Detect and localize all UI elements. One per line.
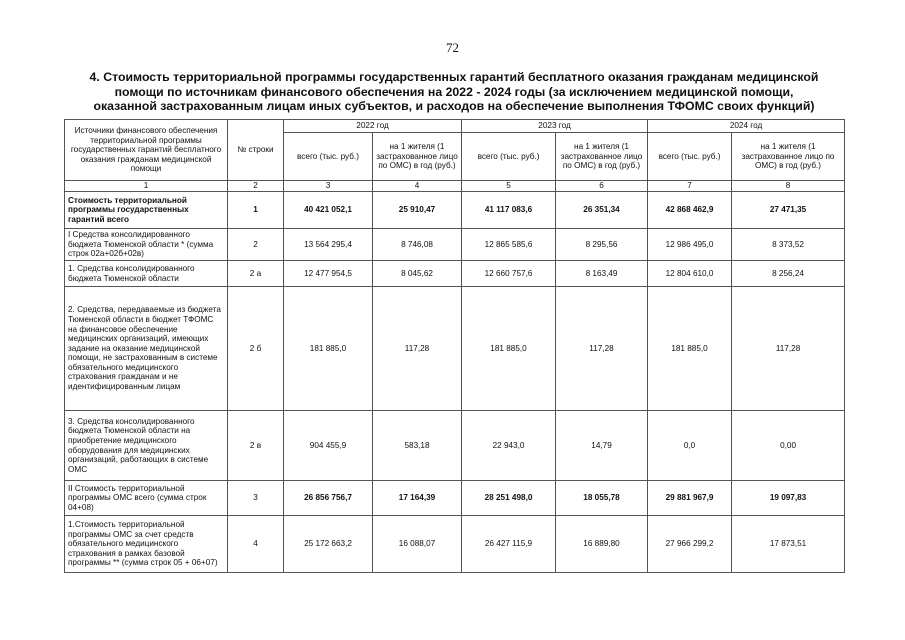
cell-2022-per-capita: 25 910,47: [373, 192, 462, 229]
cell-2023-total: 41 117 083,6: [462, 192, 556, 229]
cell-2022-total: 904 455,9: [284, 411, 373, 481]
row-source: I Средства консолидированного бюджета Тюменской области * (сумма строк 02а+02б+02в): [65, 229, 228, 261]
header-year-2023: 2023 год: [462, 120, 648, 133]
header-per-capita: на 1 жителя (1 застрахованное лицо по ОМС) в год (руб.): [732, 133, 845, 181]
column-number: 6: [556, 181, 648, 192]
row-number: 2: [228, 229, 284, 261]
cell-2024-total: 42 868 462,9: [648, 192, 732, 229]
row-source: Стоимость территориальной программы государственных гарантий всего: [65, 192, 228, 229]
column-number: 4: [373, 181, 462, 192]
cell-2024-per-capita: 8 256,24: [732, 261, 845, 287]
document-title: [66, 70, 842, 114]
table-row: [65, 481, 845, 516]
cell-2024-per-capita: 17 873,51: [732, 516, 845, 573]
header-year-2022: 2022 год: [284, 120, 462, 133]
cell-2022-per-capita: 8 746,08: [373, 229, 462, 261]
cell-2022-per-capita: 8 045,62: [373, 261, 462, 287]
row-source: 2. Средства, передаваемые из бюджета Тюменской области в бюджет ТФОМС на финансовое обеспечение медицинских организаций, имеющих задание на оказание медицинской помощи, не застрахованным в системе обязательного медицинского страхования гражданам и не идентифицированным лицам: [65, 287, 228, 411]
cell-2022-total: 26 856 756,7: [284, 481, 373, 516]
cell-2024-per-capita: 0,00: [732, 411, 845, 481]
cell-2024-per-capita: 117,28: [732, 287, 845, 411]
header-total: всего (тыс. руб.): [648, 133, 732, 181]
header-total: всего (тыс. руб.): [284, 133, 373, 181]
row-source: 3. Средства консолидированного бюджета Тюменской области на приобретение медицинского оборудования для медицинских организаций, работающих в системе ОМС: [65, 411, 228, 481]
column-number: 5: [462, 181, 556, 192]
header-year-2024: 2024 год: [648, 120, 845, 133]
page-number: 72: [446, 40, 459, 55]
header-source: Источники финансового обеспечения территориальной программы государственных гарантий бесплатного оказания гражданам медицинской помощи: [65, 120, 228, 181]
cell-2022-total: 181 885,0: [284, 287, 373, 411]
header-total: всего (тыс. руб.): [462, 133, 556, 181]
cell-2023-total: 26 427 115,9: [462, 516, 556, 573]
cell-2023-per-capita: 18 055,78: [556, 481, 648, 516]
cell-2022-per-capita: 17 164,39: [373, 481, 462, 516]
table-row: [65, 516, 845, 573]
table-row: [65, 411, 845, 481]
cell-2024-per-capita: 19 097,83: [732, 481, 845, 516]
row-number: 4: [228, 516, 284, 573]
cell-2024-per-capita: 8 373,52: [732, 229, 845, 261]
cell-2023-total: 22 943,0: [462, 411, 556, 481]
row-number: 2 а: [228, 261, 284, 287]
cell-2022-per-capita: 117,28: [373, 287, 462, 411]
cell-2022-total: 13 564 295,4: [284, 229, 373, 261]
cell-2023-per-capita: 14,79: [556, 411, 648, 481]
table-row: [65, 287, 845, 411]
cell-2024-total: 181 885,0: [648, 287, 732, 411]
row-number: 1: [228, 192, 284, 229]
cell-2022-total: 40 421 052,1: [284, 192, 373, 229]
column-number-row: [65, 181, 845, 192]
cell-2024-total: 0,0: [648, 411, 732, 481]
cell-2023-per-capita: 117,28: [556, 287, 648, 411]
row-number: 2 б: [228, 287, 284, 411]
cell-2023-total: 12 865 585,6: [462, 229, 556, 261]
row-number: 2 в: [228, 411, 284, 481]
cell-2024-per-capita: 27 471,35: [732, 192, 845, 229]
header-per-capita: на 1 жителя (1 застрахованное лицо по ОМС) в год (руб.): [373, 133, 462, 181]
column-number: 2: [228, 181, 284, 192]
column-number: 1: [65, 181, 228, 192]
title-line: оказанной застрахованным лицам иных субъектов, и расходов на обеспечение выполнения ТФОМС своих функций): [93, 99, 815, 113]
header-row-no: № строки: [228, 120, 284, 181]
column-number: 3: [284, 181, 373, 192]
cell-2023-total: 12 660 757,6: [462, 261, 556, 287]
cell-2024-total: 12 804 610,0: [648, 261, 732, 287]
cell-2024-total: 29 881 967,9: [648, 481, 732, 516]
funding-table: [64, 119, 845, 573]
table-row: [65, 229, 845, 261]
cell-2022-total: 25 172 663,2: [284, 516, 373, 573]
table-row: [65, 192, 845, 229]
cell-2022-per-capita: 583,18: [373, 411, 462, 481]
header-per-capita: на 1 жителя (1 застрахованное лицо по ОМС) в год (руб.): [556, 133, 648, 181]
row-source: 1.Стоимость территориальной программы ОМС за счет средств обязательного медицинского страхования в рамках базовой программы ** (сумма строк 05 + 06+07): [65, 516, 228, 573]
cell-2023-per-capita: 16 889,80: [556, 516, 648, 573]
row-source: 1. Средства консолидированного бюджета Тюменской области: [65, 261, 228, 287]
table-row: [65, 261, 845, 287]
cell-2024-total: 27 966 299,2: [648, 516, 732, 573]
title-line: 4. Стоимость территориальной программы государственных гарантий бесплатного оказания гражданам медицинской: [89, 70, 819, 84]
cell-2023-per-capita: 8 295,56: [556, 229, 648, 261]
cell-2023-per-capita: 26 351,34: [556, 192, 648, 229]
cell-2023-total: 28 251 498,0: [462, 481, 556, 516]
cell-2022-total: 12 477 954,5: [284, 261, 373, 287]
column-number: 7: [648, 181, 732, 192]
row-source: II Стоимость территориальной программы ОМС всего (сумма строк 04+08): [65, 481, 228, 516]
cell-2023-total: 181 885,0: [462, 287, 556, 411]
column-number: 8: [732, 181, 845, 192]
cell-2022-per-capita: 16 088,07: [373, 516, 462, 573]
title-line: помощи по источникам финансового обеспечения на 2022 - 2024 годы (за исключением медицинской помощи,: [114, 84, 794, 99]
cell-2023-per-capita: 8 163,49: [556, 261, 648, 287]
cell-2024-total: 12 986 495,0: [648, 229, 732, 261]
row-number: 3: [228, 481, 284, 516]
